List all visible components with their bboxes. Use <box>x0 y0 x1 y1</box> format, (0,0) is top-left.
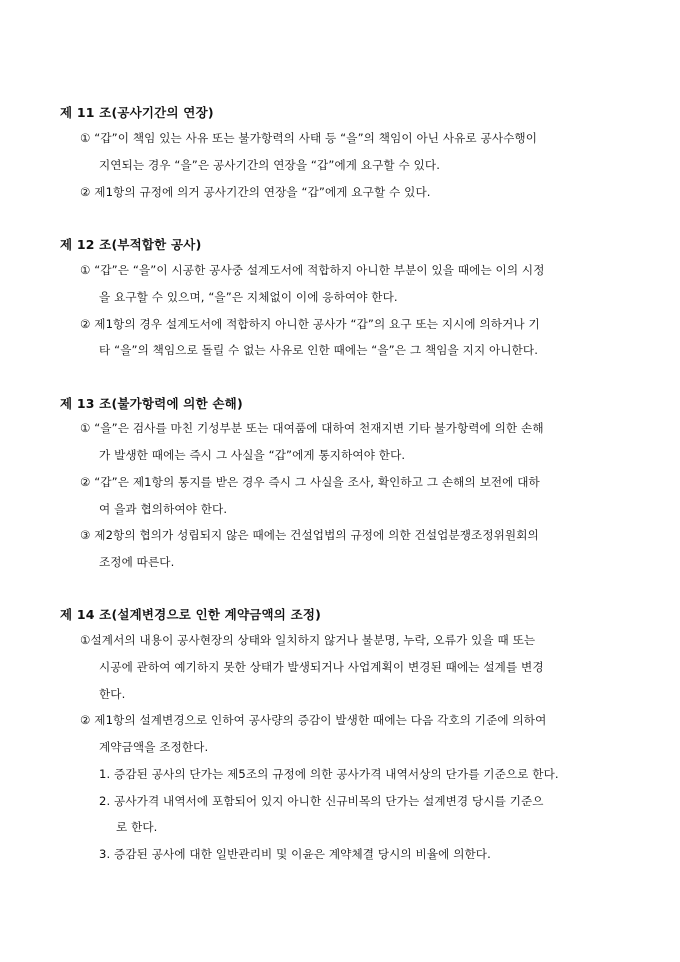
article-13-line-3: ② “갑”은 제1항의 통지를 받은 경우 즉시 그 사실을 조사, 확인하고 그 손해의 보전에 대하 <box>80 475 540 489</box>
article-14-item-2-cont: 로 한다. <box>116 820 158 834</box>
article-13-line-2: 가 발생한 때에는 즉시 그 사실을 “갑”에게 통지하여야 한다. <box>99 448 406 462</box>
article-13-line-1: ① “을”은 검사를 마친 기성부분 또는 대여품에 대하여 천재지변 기타 불가항력에 의한 손해 <box>80 421 544 435</box>
article-13-line-4: 여 을과 협의하여야 한다. <box>99 502 228 516</box>
article-14-title: 제 14 조(설계변경으로 인한 계약금액의 조정) <box>60 607 322 622</box>
article-12-line-3: ② 제1항의 경우 설계도서에 적합하지 아니한 공사가 “갑”의 요구 또는 지시에 의하거나 기 <box>80 317 540 331</box>
article-12-line-2: 을 요구할 수 있으며, “을”은 지체없이 이에 응하여야 한다. <box>99 290 398 304</box>
article-13-title: 제 13 조(불가항력에 의한 손해) <box>60 396 243 411</box>
article-11-line-3: ② 제1항의 규정에 의거 공사기간의 연장을 “갑”에게 요구할 수 있다. <box>80 185 431 199</box>
article-12-line-1: ① “갑”은 “을”이 시공한 공사중 설계도서에 적합하지 아니한 부분이 있을 때에는 이의 시정 <box>80 263 545 277</box>
article-13-line-6: 조정에 따른다. <box>99 555 175 569</box>
article-14-item-3: 3. 증감된 공사에 대한 일반관리비 및 이윤은 계약체결 당시의 비율에 의한다. <box>99 847 491 861</box>
article-13-line-5: ③ 제2항의 협의가 성립되지 않은 때에는 건설업법의 규정에 의한 건설업분쟁조정위원회의 <box>80 528 539 542</box>
article-11-title: 제 11 조(공사기간의 연장) <box>60 105 214 120</box>
article-11-line-1: ① “갑”이 책임 있는 사유 또는 불가항력의 사태 등 “을”의 책임이 아닌 사유로 공사수행이 <box>80 131 538 145</box>
article-12-line-4: 타 “을”의 책임으로 돌릴 수 없는 사유로 인한 때에는 “을”은 그 책임을 지지 아니한다. <box>99 343 539 357</box>
article-12-title: 제 12 조(부적합한 공사) <box>60 237 202 252</box>
article-14-item-2: 2. 공사가격 내역서에 포함되어 있지 아니한 신규비목의 단가는 설계변경 당시를 기준으 <box>99 794 544 808</box>
article-14-line-4: ② 제1항의 설계변경으로 인하여 공사량의 증감이 발생한 때에는 다음 각호의 기준에 의하여 <box>80 713 547 727</box>
article-14-line-1: ①설계서의 내용이 공사현장의 상태와 일치하지 않거나 불분명, 누락, 오류가 있을 때 또는 <box>80 633 536 647</box>
article-14-line-2: 시공에 관하여 예기하지 못한 상태가 발생되거나 사업계획이 변경된 때에는 설계를 변경 <box>99 660 544 674</box>
article-14-line-3: 한다. <box>99 687 126 701</box>
article-14-line-5: 계약금액을 조정한다. <box>99 740 209 754</box>
article-11-line-2: 지연되는 경우 “을”은 공사기간의 연장을 “갑”에게 요구할 수 있다. <box>99 158 440 172</box>
article-14-item-1: 1. 증감된 공사의 단가는 제5조의 규정에 의한 공사가격 내역서상의 단가를 기준으로 한다. <box>99 767 559 781</box>
